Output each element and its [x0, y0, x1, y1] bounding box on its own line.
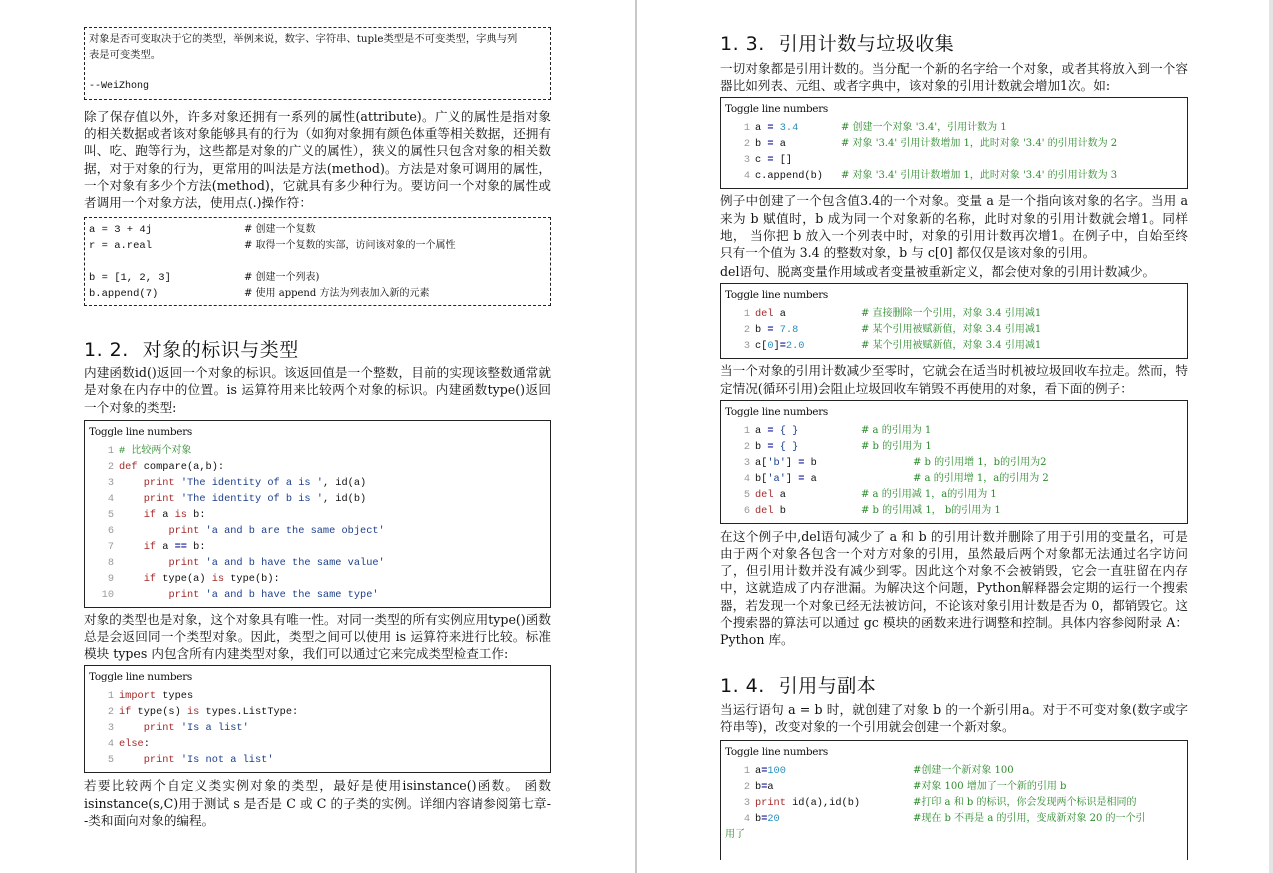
section-heading-1-4: 1. 4. 引用与副本	[720, 675, 877, 698]
right-column	[720, 32, 1188, 860]
paragraph-references-copies: 当运行语句 a = b 时，就创建了对象 b 的一个新引用a。对于不可变对象(数字或字符串等)，改变对象的一个引用就会创建一个新对象。	[720, 702, 1188, 735]
left-column	[84, 27, 551, 829]
code-line: 8 print 'a and b have the same value'	[107, 556, 385, 569]
code-comment-wrap: 用了	[725, 828, 745, 840]
paragraph-garbage-collector: 当一个对象的引用计数减少至零时，它就会在适当时机被垃圾回收车拉走。然而，特定情况(循环引用)会阻止垃圾回收车销毁不再使用的对象，看下面的例子：	[720, 363, 1188, 396]
code-block-copy	[720, 740, 1188, 860]
code-line: 3 c = []	[743, 154, 793, 167]
code-block-cycle	[720, 400, 1188, 524]
scrollbar-track[interactable]	[1269, 0, 1273, 873]
code-line: b.append(7) # 使用 append 方法为列表加入新的元素	[89, 288, 430, 301]
code-line: 6 print 'a and b are the same object'	[107, 524, 385, 537]
code-line: 1 a = { } # a 的引用为 1	[743, 424, 932, 437]
paragraph-types-module: 对象的类型也是对象，这个对象具有唯一性。对同一类型的所有实例应用type()函数总是会返回同一个类型对象。因此，类型之间可以使用 is 运算符来进行比较。标准模块 types 内包含所有内建类型对象，我们可以通过它来完成类型检查工作:	[84, 611, 551, 662]
code-line: 6 del b # b 的引用减 1， b的引用为 1	[743, 504, 1001, 517]
code-line	[89, 254, 546, 270]
toggle-line-numbers-link[interactable]: Toggle line numbers	[725, 745, 829, 758]
code-block-compare	[84, 420, 551, 608]
toggle-line-numbers-link[interactable]: Toggle line numbers	[725, 289, 829, 302]
code-line: 2 def compare(a,b):	[107, 460, 225, 473]
code-line: 2 if type(s) is types.ListType:	[107, 706, 299, 719]
code-line: 4 print 'The identity of b is ', id(b)	[107, 492, 367, 505]
paragraph-refcount-explain: 例子中创建了一个包含值3.4的一个对象。变量 a 是一个指向该对象的名字。当用 a 来为 b 赋值时，b 成为同一个对象新的名称，此时对象的引用计数就会增1。同样地， 当你把 b 放入一个列表中时，对象的引用计数再次增1。在例子中，自始至终只有一个值为 3.4 的整数对象，b 与 c[0] 都仅仅是该对象的引用。	[720, 193, 1188, 261]
right-page	[637, 0, 1269, 873]
code-line: b = [1, 2, 3] # 创建一个列表)	[89, 272, 320, 285]
code-line: 2 b = { } # b 的引用为 1	[743, 440, 932, 453]
paragraph-memory-leak: 在这个例子中,del语句减少了 a 和 b 的引用计数并删除了用于引用的变量名，可是由于两个对象各包含一个对方对象的引用，虽然最后两个对象都无法通过名字访问了，但引用计数并没有减少到零。因此这个对象不会被销毁，它会一直驻留在内存中，这就造成了内存泄漏。为解决这个问题，Python解释器会定期的运行一个搜索器，若发现一个对象已经无法被访问，不论该对象引用计数是否为 0，都销毁它。这个搜索器的算法可以通过 gc 模块的函数来进行调整和控制。具体内容参阅附录 A：Python 库。	[720, 528, 1188, 648]
code-line: a = 3 + 4j # 创建一个复数	[89, 224, 316, 237]
code-line: 1 a=100 #创建一个新对象 100	[743, 764, 1014, 777]
code-line: 2 b = a # 对象 '3.4' 引用计数增加 1，此时对象 '3.4' 的引用计数为 2	[743, 138, 1118, 151]
code-line: 5 print 'Is not a list'	[107, 754, 274, 767]
code-line: 4 b=20 #现在 b 不再是 a 的引用，变成新对象 20 的一个引	[743, 812, 1146, 825]
quote-signature: --WeiZhong	[89, 81, 150, 92]
paragraph-del-statement: del语句、脱离变量作用域或者变量被重新定义，都会使对象的引用计数减少。	[720, 264, 1156, 280]
code-line: 5 del a # a 的引用减 1，a的引用为 1	[743, 488, 997, 501]
code-line: 1 # 比较两个对象	[107, 444, 192, 457]
code-line: 4 b['a'] = a # a 的引用增 1，a的引用为 2	[743, 472, 1049, 485]
code-line: 2 b=a #对象 100 增加了一个新的引用 b	[743, 780, 1067, 793]
code-block-types	[84, 665, 551, 773]
code-block-refcount	[720, 97, 1188, 189]
quote-line-1: 对象是否可变取决于它的类型，举例来说，数字、字符串、tuple类型是不可变类型，字典与列	[89, 33, 518, 45]
code-line: r = a.real # 取得一个复数的实部，访问该对象的一个属性	[89, 240, 456, 253]
quote-line-2: 表是可变类型。	[89, 49, 162, 61]
code-line: 2 b = 7.8 # 某个引用被赋新值，对象 3.4 引用减1	[743, 324, 1042, 337]
section-heading-1-3: 1. 3. 引用计数与垃圾收集	[720, 33, 955, 55]
paragraph-isinstance: 若要比较两个自定义类实例对象的类型，最好是使用isinstance()函数。 函数isinstance(s,C)用于测试 s 是否是 C 或 C 的子类的实例。详细内容请参阅第七章--类和面向对象的编程。	[84, 778, 551, 828]
toggle-line-numbers-link[interactable]: Toggle line numbers	[89, 671, 193, 684]
paragraph-id-type: 内建函数id()返回一个对象的标识。该返回值是一个整数，目前的实现该整数通常就是对象在内存中的位置。is 运算符用来比较两个对象的标识。内建函数type()返回一个对象的类型:	[84, 365, 551, 415]
code-line: 1 a = 3.4 # 创建一个对象 '3.4'，引用计数为 1	[743, 122, 1007, 135]
code-line: 4 c.append(b) # 对象 '3.4' 引用计数增加 1，此时对象 '3.4' 的引用计数为 3	[743, 170, 1118, 183]
toggle-line-numbers-link[interactable]: Toggle line numbers	[89, 425, 193, 438]
section-heading-1-2: 1. 2. 对象的标识与类型	[84, 339, 299, 362]
code-line: 3 print id(a),id(b) #打印 a 和 b 的标识，你会发现两个标识是相同的	[743, 796, 1137, 809]
attribute-code-box	[84, 217, 551, 306]
code-line: 1 del a # 直接删除一个引用，对象 3.4 引用减1	[743, 308, 1042, 321]
code-line: 1 import types	[107, 690, 194, 703]
code-line: 9 if type(a) is type(b):	[107, 572, 280, 585]
paragraph-refcount-intro: 一切对象都是引用计数的。当分配一个新的名字给一个对象，或者其将放入到一个容器比如列表、元组、或者字典中，该对象的引用计数就会增加1次。如:	[720, 61, 1188, 94]
paragraph-attributes: 除了保存值以外，许多对象还拥有一系列的属性(attribute)。广义的属性是指对象的相关数据或者该对象能够具有的行为（如狗对象拥有颜色体重等相关数据，还拥有叫、吃、跑等行为，这些都是对象的广义的属性），狭义的属性只包含对象的相关数据，对于对象的行为，更常用的叫法是方法(method)。方法是对象可调用的属性，一个对象有多少个方法(method)，它就具有多少种行为。要访问一个对象的属性或者调用一个对象方法，使用点(.)操作符：	[84, 109, 551, 211]
left-page	[0, 0, 635, 873]
code-block-del	[720, 283, 1188, 359]
code-line: 3 print 'Is a list'	[107, 722, 249, 735]
code-line: 5 if a is b:	[107, 508, 206, 521]
code-line: 3 a['b'] = b # b 的引用增 1，b的引用为2	[743, 456, 1047, 469]
code-line: 4 else:	[107, 738, 150, 751]
quote-box	[84, 27, 551, 100]
code-line: 7 if a == b:	[107, 540, 206, 553]
toggle-line-numbers-link[interactable]: Toggle line numbers	[725, 103, 829, 116]
toggle-line-numbers-link[interactable]: Toggle line numbers	[725, 405, 829, 418]
code-line: 3 print 'The identity of a is ', id(a)	[107, 476, 367, 489]
code-line: 10 print 'a and b have the same type'	[101, 588, 379, 601]
code-line: 3 c[0]=2.0 # 某个引用被赋新值，对象 3.4 引用减1	[743, 340, 1042, 353]
